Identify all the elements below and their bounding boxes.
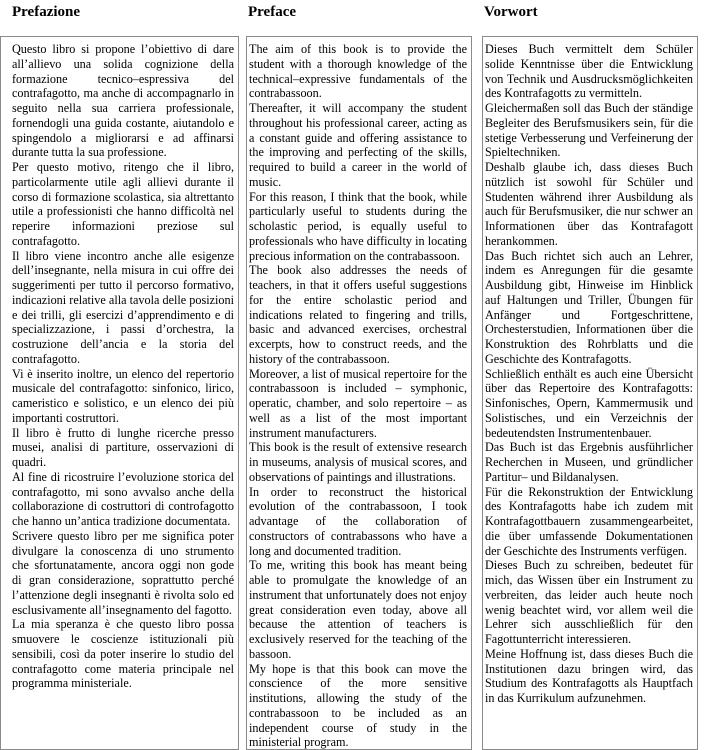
heading-vorwort: Vorwort xyxy=(484,4,538,20)
paragraph: Questo libro si propone l’obiettivo di dare all’allievo una solida cognizione della formazione tecnico–espressiva del contrafagotto, ma anche di accompagnarlo in seguito nella sua carriera professionale, fornendogli una guida costante, aiutandolo e spingendolo a migliorarsi e ad affinarsi durante tutta la sua professione. xyxy=(12,42,234,160)
paragraph: In order to reconstruct the historical evolution of the contrabassoon, I took advantage of the collaboration of constructors of contrabassons who have a long and documented tradition. xyxy=(249,484,467,558)
paragraph: Il libro viene incontro anche alle esigenze dell’insegnante, nella misura in cui offre dei suggerimenti per tutto il percorso formativo, indicazioni relative alla tavola delle posizioni e dei trilli, gli esercizi d’apprendimento e di specializzazione, i passi d’orchestra, la costruzione dell’ancia e la storia del contrafagotto. xyxy=(12,248,234,366)
paragraph: Dieses Buch zu schreiben, bedeutet für mich, das Wissen über ein Instrument zu verbreiten, das leider auch heute noch wenig beachtet wird, vor allem weil die Lehrer sich ausschließlich für den Fagottunterricht interessieren. xyxy=(485,558,693,646)
paragraph: To me, writing this book has meant being able to promulgate the knowledge of an instrument that unfortunately does not enjoy great consideration even today, above all because the attention of teachers is exclusively reserved for the teaching of the bassoon. xyxy=(249,558,467,661)
paragraph: Per questo motivo, ritengo che il libro, particolarmente utile agli allievi durante il corso di formazione scolastica, sia altrettanto utile a professionisti che hanno difficoltà nel reperire informazioni preziose sul contrafagotto. xyxy=(12,160,234,248)
paragraph: Il libro è frutto di lunghe ricerche presso musei, analisi di partiture, osservazioni di quadri. xyxy=(12,425,234,469)
paragraph: My hope is that this book can move the conscience of the more sensitive institutions, allowing the study of the contrabassoon to be included as an independent course of study in the ministerial program. xyxy=(249,661,467,750)
paragraph: Dieses Buch vermittelt dem Schüler solide Kenntnisse über die Entwicklung von Technik und Ausdrucksmöglichkeiten des Kontrafagotts zu vermitteln. xyxy=(485,42,693,101)
paragraph: Meine Hoffnung ist, dass dieses Buch die Institutionen dazu bringen wird, das Studium des Kontrafagotts als Hauptfach in das Kurrikulum aufzunehmen. xyxy=(485,646,693,705)
text-box-italian xyxy=(0,36,239,750)
paragraph: The book also addresses the needs of teachers, in that it offers useful suggestions for the entire scholastic period and indications related to fingering and trills, basic and advanced exercises, orchestral excerpts, how to construct reeds, and the history of the contrabassoon. xyxy=(249,263,467,366)
paragraph: Gleichermaßen soll das Buch der ständige Begleiter des Berufsmusikers sein, für die stetige Verbesserung und Verfeinerung der Spieltechniken. xyxy=(485,101,693,160)
paragraph: Scrivere questo libro per me significa poter divulgare la conoscenza di uno strumento che sfortunatamente, ancora oggi non gode di gran considerazione, soprattutto perché l’attenzione degli insegnanti è rivolta solo ed esclusivamente all’insegnamento del fagotto. xyxy=(12,528,234,617)
paragraph: Das Buch richtet sich auch an Lehrer, indem es Anregungen für die gesamte Ausbildung gibt, Hinweise im Hinblick auf Haltungen und Triller, Übungen für Anfänger und Fortgeschrittene, Orchesterstudien, Informationen über die Konstruktion des Rohrblatts und die Geschichte des Kontrafagotts. xyxy=(485,248,693,366)
paragraph: Schließlich enthält es auch eine Übersicht über das Repertoire des Kontrafagotts: Sinfonisches, Opern, Kammermusik und Solistisches, und ein Verzeichnis der bedeutendsten Instrumentenbauer. xyxy=(485,366,693,440)
paragraph: Al fine di ricostruire l’evoluzione storica del contrafagotto, mi sono avvalso anche della collaborazione di costruttori di controfagotto che hanno un’antica tradizione documentata. xyxy=(12,469,234,528)
paragraph: La mia speranza è che questo libro possa smuovere le coscienze istituzionali più sensibili, così da poter inserire lo studio del contrafagotto come materia principale nel programma ministeriale. xyxy=(12,617,234,691)
paragraph: Das Buch ist das Ergebnis ausführlicher Recherchen in Museen, und gründlicher Partitur– und Bildanalysen. xyxy=(485,440,693,484)
column-english xyxy=(246,0,472,750)
paragraph: The aim of this book is to provide the student with a thorough knowledge of the technical–expressive fundamentals of the contrabassoon. xyxy=(249,42,467,101)
paragraph: This book is the result of extensive research in museums, analysis of musical scores, and observations of paintings and illustrations. xyxy=(249,440,467,484)
heading-prefazione: Prefazione xyxy=(12,4,81,20)
text-box-english xyxy=(246,36,472,750)
text-box-german xyxy=(482,36,698,750)
paragraph: For this reason, I think that the book, while particularly useful to students during the scholastic period, is equally useful to professionals who have difficulty in locating precious information on the contrabassoon. xyxy=(249,189,467,263)
paragraph: Vi è inserito inoltre, un elenco del repertorio musicale del contrafagotto: sinfonico, lirico, cameristico e solistico, e un elenco dei più importanti costruttori. xyxy=(12,366,234,425)
heading-preface: Preface xyxy=(248,4,297,20)
paragraph: Deshalb glaube ich, dass dieses Buch nützlich ist sowohl für Schüler und Studenten während ihrer Ausbildung als auch für Berufsmusiker, die nur schwer an Informationen über das Kontrafagott herankommen. xyxy=(485,160,693,248)
column-italian xyxy=(0,0,239,750)
paragraph: Für die Rekonstruktion der Entwicklung des Kontrafagotts habe ich zudem mit Kontrafagottbauern zusammengearbeitet, die über umfassende Dokumentationen der Geschichte des Instruments verfügen. xyxy=(485,484,693,558)
paragraph: Moreover, a list of musical repertoire for the contrabassoon is included – symphonic, operatic, chamber, and solo repertoire – as well as a list of the most important instrument manufacturers. xyxy=(249,366,467,440)
column-german xyxy=(482,0,698,750)
paragraph: Thereafter, it will accompany the student throughout his professional career, acting as a constant guide and offering assistance to the improving and perfecting of the skills, required to build a career in the world of music. xyxy=(249,101,467,189)
